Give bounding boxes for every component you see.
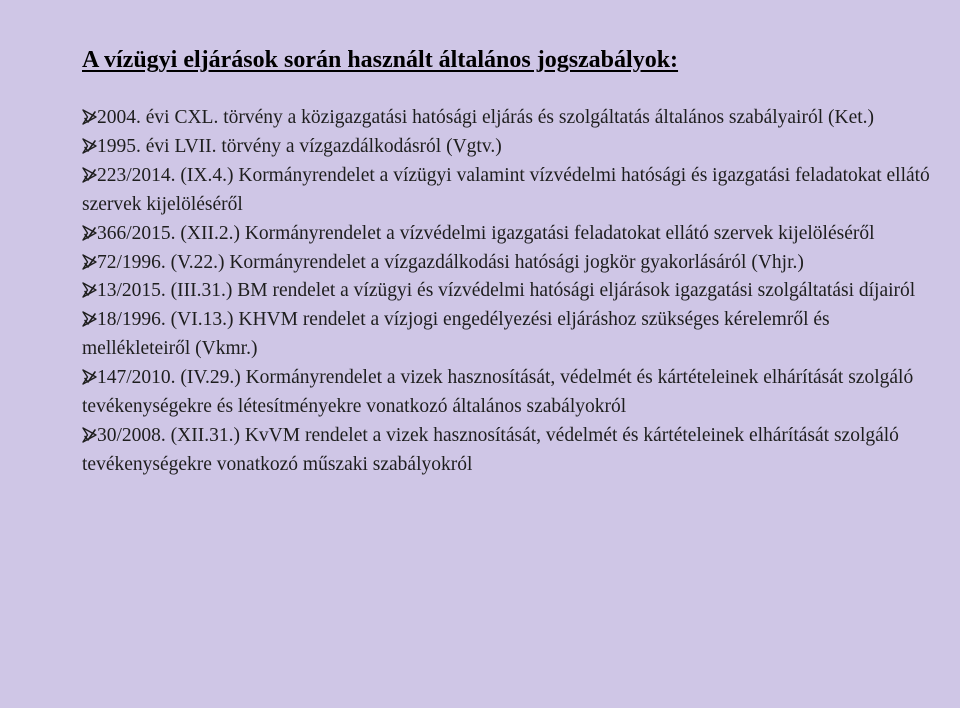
arrowhead-check-icon bbox=[82, 369, 97, 385]
arrowhead-check-icon bbox=[82, 109, 97, 125]
list-item bbox=[82, 220, 942, 249]
list-item bbox=[82, 422, 942, 480]
list-item bbox=[82, 104, 942, 133]
list-item bbox=[82, 364, 942, 422]
arrowhead-check-icon bbox=[82, 254, 97, 270]
list-item-text: 72/1996. (V.22.) Kormányrendelet a vízgazdálkodási hatósági jogkör gyakorlásáról (Vhjr.) bbox=[97, 251, 804, 273]
arrowhead-check-icon bbox=[82, 167, 97, 183]
list-item-text: 1995. évi LVII. törvény a vízgazdálkodásról (Vgtv.) bbox=[97, 135, 502, 157]
list-item bbox=[82, 249, 942, 278]
list-item-text: 366/2015. (XII.2.) Kormányrendelet a vízvédelmi igazgatási feladatokat ellátó szervek kijelöléséről bbox=[97, 222, 875, 244]
list-item-text: 30/2008. (XII.31.) KvVM rendelet a vizek hasznosítását, védelmét és kártételeinek elhárítását szolgáló tevékenységekre vonatkozó műszaki szabályokról bbox=[82, 424, 899, 475]
arrowhead-check-icon bbox=[82, 427, 97, 443]
arrowhead-check-icon bbox=[82, 225, 97, 241]
list-item-text: 2004. évi CXL. törvény a közigazgatási hatósági eljárás és szolgáltatás általános szabályairól (Ket.) bbox=[97, 107, 875, 128]
list-item-text: 147/2010. (IV.29.) Kormányrendelet a vizek hasznosítását, védelmét és kártételeinek elhárítását szolgáló tevékenységekre és létesítményekre vonatkozó általános szabályokról bbox=[82, 367, 914, 418]
list-item bbox=[82, 277, 942, 306]
arrowhead-check-icon bbox=[82, 138, 97, 154]
arrowhead-check-icon bbox=[82, 282, 97, 298]
list-item bbox=[82, 162, 942, 220]
arrowhead-check-icon bbox=[82, 311, 97, 327]
list-item-text: 18/1996. (VI.13.) KHVM rendelet a vízjogi engedélyezési eljáráshoz szükséges kérelemről és mellékleteiről (Vkmr.) bbox=[82, 309, 830, 360]
list-item-text: 13/2015. (III.31.) BM rendelet a vízügyi és vízvédelmi hatósági eljárások igazgatási szolgáltatási díjairól bbox=[97, 280, 916, 302]
slide-title: A vízügyi eljárások során használt általános jogszabályok: bbox=[82, 47, 679, 73]
regulation-list bbox=[82, 104, 942, 480]
list-item bbox=[82, 133, 942, 162]
list-item-text: 223/2014. (IX.4.) Kormányrendelet a vízügyi valamint vízvédelmi hatósági és igazgatási feladatokat ellátó szervek kijelöléséről bbox=[82, 164, 930, 215]
list-item bbox=[82, 306, 942, 364]
